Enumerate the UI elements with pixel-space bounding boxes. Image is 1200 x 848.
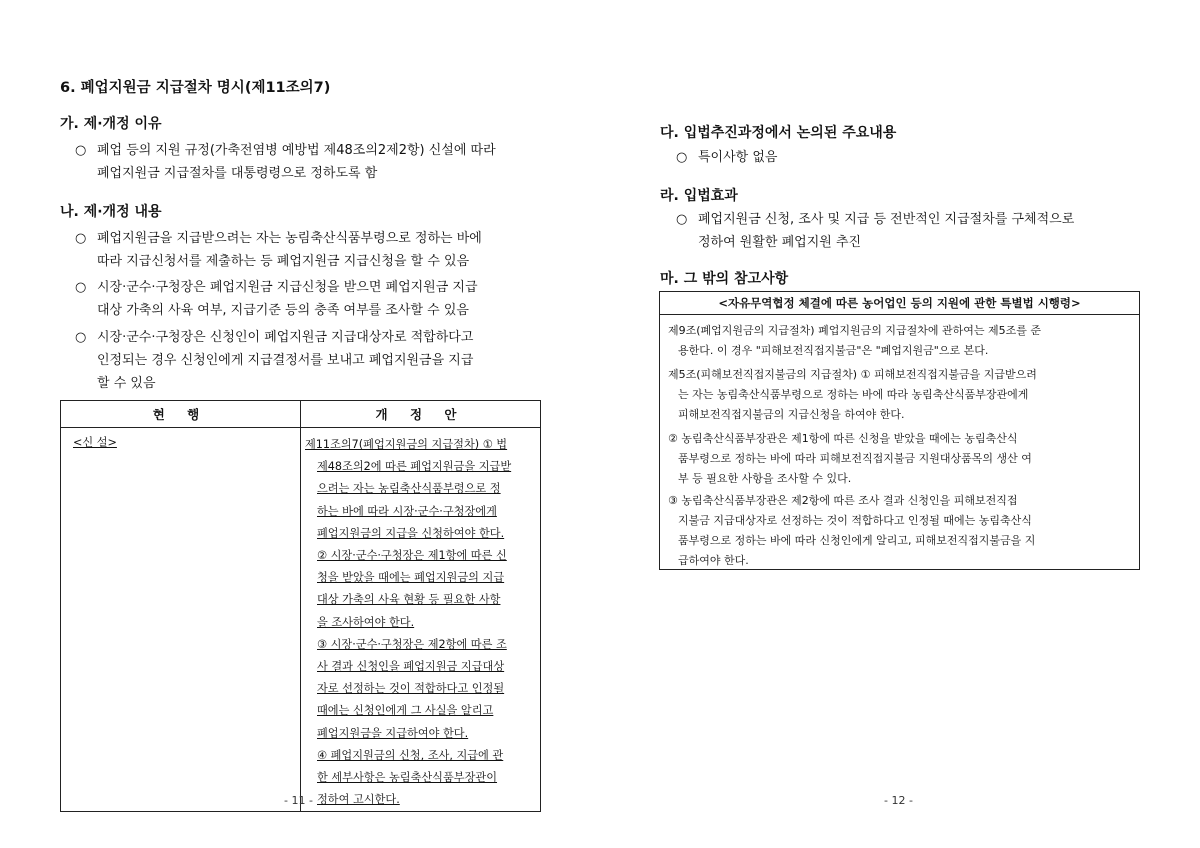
reference-article-5-1: 제5조(피해보전직접지불금의 지급절차) ① 피해보전직접지불금을 지급받으려 는 자는 농림축산식품부령으로 정하는 바에 따라 농림축산식품부장관에게 피해보전직접지불금의 지급신청을 하여야 한다. bbox=[668, 368, 1037, 421]
content-heading: 나. 제·개정 내용 bbox=[60, 204, 162, 220]
revised-text: 제11조의7(폐업지원금의 지급절차) ① 법 제48조의2에 따른 폐업지원금을 지급받 으려는 자는 농림축산식품부령으로 정 하는 바에 따라 시장·군수·구청장에게 폐업지원금의 지급을 신청하여야 한다. ② 시장·군수·구청장은 제1항에 따른 신 청을 받았을 때에는 폐업지원금의 지급 대상 가축의 사육 현황 등 필요한 사항 을 조사하여야 한다. ③ 시장·군수·구청장은 제2항에 따른 조 사 결과 신청인을 폐업지원금 지급대상 자로 선정하는 것이 적합하다고 인정될 때에는 신청인에게 그 사실을 알리고 폐업지원금을 지급하여야 한다. ④ 폐업지원금의 신청, 조사, 지급에 관 한 세부사항은 농림축산식품부장관이 정하여 고시한다. bbox=[305, 438, 512, 807]
reference-article-9: 제9조(폐업지원금의 지급절차) 폐업지원금의 지급절차에 관하여는 제5조를 준 용한다. 이 경우 "피해보전직접지불금"은 "폐업지원금"으로 본다. bbox=[668, 324, 1041, 357]
current-cell bbox=[61, 428, 301, 812]
header-current: 현 행 bbox=[61, 401, 301, 428]
reference-article-5-2: ② 농림축산식품부장관은 제1항에 따른 신청을 받았을 때에는 농림축산식 품부령으로 정하는 바에 따라 피해보전직접지불금 지원대상품목의 생산 여 부 등 필요한 사항을 조사할 수 있다. bbox=[668, 432, 1032, 485]
page-number-left: - 11 - bbox=[284, 794, 313, 807]
reference-title: <자유무역협정 체결에 따른 농어업인 등의 지원에 관한 특별법 시행령> bbox=[660, 292, 1139, 315]
reference-box bbox=[659, 291, 1140, 570]
header-revised: 개 정 안 bbox=[301, 401, 541, 428]
reference-heading: 마. 그 밖의 참고사항 bbox=[660, 271, 789, 287]
discussion-heading: 다. 입법추진과정에서 논의된 주요내용 bbox=[660, 125, 897, 141]
page-number-right: - 12 - bbox=[884, 794, 913, 807]
reason-heading: 가. 제·개정 이유 bbox=[60, 116, 162, 132]
revised-cell bbox=[301, 428, 541, 812]
comparison-table bbox=[60, 400, 541, 812]
effect-heading: 라. 입법효과 bbox=[660, 188, 738, 204]
reference-article-5-3: ③ 농림축산식품부장관은 제2항에 따른 조사 결과 신청인을 피해보전직접 지불금 지급대상자로 선정하는 것이 적합하다고 인정될 때에는 농림축산식 품부령으로 정하는 바에 따라 신청인에게 알리고, 피해보전직접지불금을 지 급하여야 한다. bbox=[668, 494, 1036, 567]
section-title: 6. 폐업지원금 지급절차 명시(제11조의7) bbox=[60, 80, 331, 96]
current-text: <신 설> bbox=[73, 436, 117, 449]
